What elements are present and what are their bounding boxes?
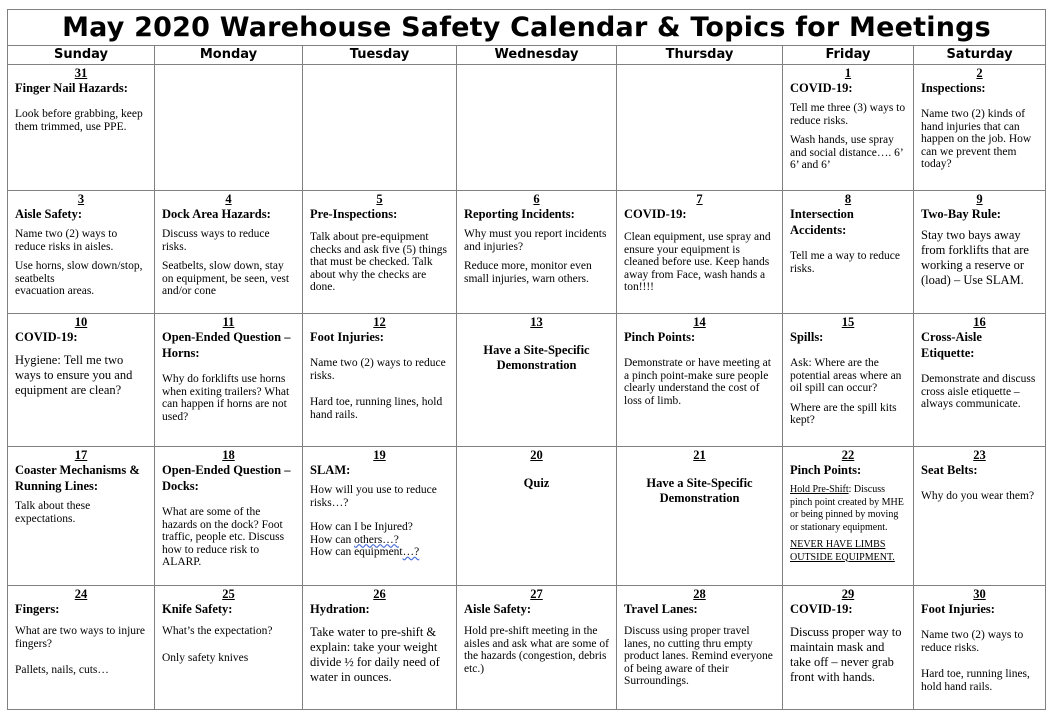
- day-topic: Hydration:: [310, 602, 370, 616]
- day-note: evacuation areas.: [15, 285, 95, 297]
- day-topic: Aisle Safety:: [464, 602, 531, 616]
- day-note: Use horns, slow down/stop, seatbelts: [15, 260, 143, 285]
- day-topic: Have a Site-Specific Demonstration: [483, 343, 590, 372]
- day-number: 10: [74, 315, 88, 329]
- day-topic: Foot Injuries:: [921, 602, 995, 616]
- day-topic: Seat Belts:: [921, 463, 978, 477]
- day-note: How will you use to reduce risks…?: [310, 484, 437, 509]
- day-cell-25: [155, 586, 303, 710]
- day-number: 13: [530, 315, 543, 329]
- day-note: Seatbelts, slow down, stay on equipment, be seen, vest and/or cone: [162, 260, 290, 297]
- day-note: Reduce more, monitor even small injuries, warn others.: [464, 260, 592, 285]
- day-cell-empty: [303, 65, 457, 191]
- day-topic: COVID-19:: [790, 81, 853, 95]
- day-number: 2: [976, 66, 983, 80]
- day-cell-7: [617, 191, 783, 314]
- day-cell-17: [8, 447, 155, 586]
- day-cell-empty: [155, 65, 303, 191]
- day-number: 31: [74, 66, 88, 80]
- day-cell-empty: [457, 65, 617, 191]
- day-note: Hard toe, running lines, hold hand rails.: [310, 396, 443, 421]
- day-topic: Pinch Points:: [624, 330, 696, 344]
- day-note: What’s the expectation?: [162, 625, 273, 637]
- day-number: 11: [222, 315, 235, 329]
- day-cell-27: [457, 586, 617, 710]
- day-topic: Open-Ended Question – Docks:: [162, 463, 291, 493]
- day-cell-3: [8, 191, 155, 314]
- day-note: Why do you wear them?: [921, 490, 1035, 502]
- day-number: 9: [976, 192, 983, 206]
- day-note: Stay two bays away from forklifts that are working a reserve or (load) – Use SLAM.: [921, 228, 1029, 287]
- day-topic: Aisle Safety:: [15, 207, 82, 221]
- day-cell-2: [914, 65, 1046, 191]
- day-topic: Have a Site-Specific Demonstration: [646, 476, 753, 505]
- weekday-header-row: [8, 46, 1046, 65]
- day-number: 16: [973, 315, 986, 329]
- day-topic: Cross-Aisle Etiquette:: [921, 330, 982, 360]
- day-number: 17: [74, 448, 88, 462]
- day-topic: COVID-19:: [624, 207, 687, 221]
- day-cell-12: [303, 314, 457, 447]
- day-number: 24: [74, 587, 88, 601]
- day-topic: Finger Nail Hazards:: [15, 81, 128, 95]
- day-topic: Quiz: [523, 476, 550, 490]
- day-number: 8: [844, 192, 852, 206]
- day-note: Take water to pre-shift & explain: take your weight divide ½ for daily need of water in ounces.: [310, 625, 440, 684]
- day-note: Why must you report incidents and injuries?: [464, 228, 607, 253]
- weekday-saturday: Saturday: [914, 46, 1046, 65]
- day-note: Discuss proper way to maintain mask and take off – never grab front with hands.: [790, 625, 902, 684]
- day-note: Name two (2) kinds of hand injuries that can happen on the job. How can we prevent them today?: [921, 108, 1032, 170]
- day-cell-19: [303, 447, 457, 586]
- day-cell-14: [617, 314, 783, 447]
- weekday-monday: Monday: [155, 46, 303, 65]
- day-note: Ask: Where are the potential areas where an oil spill can occur?: [790, 357, 902, 394]
- day-topic: Knife Safety:: [162, 602, 233, 616]
- day-number: 22: [841, 448, 855, 462]
- day-note: What are some of the hazards on the dock? Foot traffic, people etc. Discuss how to reduce risk to ALARP.: [162, 506, 285, 568]
- week-row: [8, 191, 1046, 314]
- day-note: Where are the spill kits kept?: [790, 401, 897, 426]
- day-cell-13: [457, 314, 617, 447]
- week-row: [8, 586, 1046, 710]
- day-topic: Travel Lanes:: [624, 602, 698, 616]
- day-number: 14: [693, 315, 706, 329]
- week-row: [8, 314, 1046, 447]
- day-topic: COVID-19:: [15, 330, 78, 344]
- day-topic: Spills:: [790, 330, 824, 344]
- day-cell-11: [155, 314, 303, 447]
- day-number: 29: [841, 587, 855, 601]
- day-note: Clean equipment, use spray and ensure your equipment is cleaned before use. Keep hands away from Face, wash hands a ton!!!!: [624, 231, 771, 293]
- day-cell-8: [783, 191, 914, 314]
- day-number: 15: [841, 315, 855, 329]
- day-topic: Open-Ended Question – Horns:: [162, 330, 291, 360]
- day-note: How can equipment…?: [310, 546, 420, 558]
- day-note: Talk about these expectations.: [15, 500, 91, 525]
- day-note: Wash hands, use spray and social distance…. 6’ 6’ and 6’: [790, 134, 903, 171]
- day-note: Hygiene: Tell me two ways to ensure you and equipment are clean?: [15, 353, 133, 397]
- day-cell-21: [617, 447, 783, 586]
- day-number: 26: [373, 587, 386, 601]
- day-number: 19: [373, 448, 386, 462]
- day-topic: Two-Bay Rule:: [921, 207, 1001, 221]
- day-note: Name two (2) ways to reduce risks.: [310, 357, 446, 382]
- day-cell-9: [914, 191, 1046, 314]
- spellcheck-marked-word: …?: [402, 546, 420, 558]
- day-cell-4: [155, 191, 303, 314]
- day-note: Demonstrate and discuss cross aisle etiquette – always communicate.: [921, 373, 1036, 410]
- day-topic: Dock Area Hazards:: [162, 207, 271, 221]
- day-note: Why do forklifts use horns when exiting trailers? What can happen if horns are not used?: [162, 373, 290, 423]
- day-cell-empty: [617, 65, 783, 191]
- day-topic: Fingers:: [15, 602, 60, 616]
- day-topic: Foot Injuries:: [310, 330, 384, 344]
- day-warning: NEVER HAVE LIMBS OUTSIDE EQUIPMENT.: [790, 539, 895, 563]
- weekday-tuesday: Tuesday: [303, 46, 457, 65]
- day-cell-30: [914, 586, 1046, 710]
- day-note: Discuss using proper travel lanes, no cutting thru empty product lanes. Remind everyone of being aware of their Surroundings.: [624, 625, 773, 687]
- day-note: Demonstrate or have meeting at a pinch point-make sure people clearly understand the cost of loss of limb.: [624, 357, 771, 407]
- day-cell-20: [457, 447, 617, 586]
- day-number: 18: [222, 448, 235, 462]
- day-topic: Reporting Incidents:: [464, 207, 575, 221]
- day-note: Hard toe, running lines, hold hand rails.: [921, 668, 1030, 693]
- day-note: Pallets, nails, cuts…: [15, 664, 109, 676]
- day-note: Hold Pre-Shift: Discuss pinch point created by MHE or being pinned by moving or stationary equipment.: [790, 484, 904, 533]
- day-note: Hold pre-shift meeting in the aisles and ask what are some of the hazards (congestion, debris etc.): [464, 625, 609, 675]
- day-note: Tell me three (3) ways to reduce risks.: [790, 102, 906, 127]
- day-cell-15: [783, 314, 914, 447]
- day-number: 12: [373, 315, 386, 329]
- day-topic: COVID-19:: [790, 602, 853, 616]
- weekday-friday: Friday: [783, 46, 914, 65]
- day-cell-31: [8, 65, 155, 191]
- spellcheck-marked-word: others: [354, 533, 383, 546]
- calendar-title: May 2020 Warehouse Safety Calendar & Topics for Meetings: [8, 10, 1046, 46]
- day-cell-26: [303, 586, 457, 710]
- day-note: How can others…?: [310, 533, 399, 546]
- weekday-thursday: Thursday: [617, 46, 783, 65]
- day-note: Name two (2) ways to reduce risks.: [921, 629, 1024, 654]
- weekday-wednesday: Wednesday: [457, 46, 617, 65]
- day-number: 21: [693, 448, 706, 462]
- day-cell-5: [303, 191, 457, 314]
- day-note: What are two ways to injure fingers?: [15, 625, 145, 650]
- day-note: Tell me a way to reduce risks.: [790, 250, 900, 275]
- day-note: Name two (2) ways to reduce risks in aisles.: [15, 228, 118, 253]
- week-row: [8, 447, 1046, 586]
- day-number: 7: [696, 192, 703, 206]
- day-cell-22: [783, 447, 914, 586]
- day-number: 23: [973, 448, 986, 462]
- weekday-sunday: Sunday: [8, 46, 155, 65]
- day-number: 28: [693, 587, 706, 601]
- day-cell-23: [914, 447, 1046, 586]
- day-cell-29: [783, 586, 914, 710]
- day-topic: SLAM:: [310, 463, 351, 477]
- safety-calendar: [7, 9, 1046, 710]
- day-cell-28: [617, 586, 783, 710]
- day-number: 30: [973, 587, 986, 601]
- day-cell-10: [8, 314, 155, 447]
- day-topic: Pinch Points:: [790, 463, 862, 477]
- day-topic: Pre-Inspections:: [310, 207, 398, 221]
- day-cell-6: [457, 191, 617, 314]
- week-row: [8, 65, 1046, 191]
- day-topic: Intersection Accidents:: [790, 207, 854, 237]
- day-number: 4: [225, 192, 232, 206]
- day-number: 6: [533, 192, 540, 206]
- day-note: Talk about pre-equipment checks and ask five (5) things that must be checked. Talk about why the checks are done.: [310, 231, 448, 293]
- day-number: 5: [376, 192, 383, 206]
- day-note: How can I be Injured?: [310, 521, 413, 533]
- day-note: Only safety knives: [162, 651, 249, 664]
- day-number: 25: [222, 587, 235, 601]
- day-number: 27: [530, 587, 543, 601]
- day-topic: Coaster Mechanisms & Running Lines:: [15, 463, 140, 493]
- day-cell-24: [8, 586, 155, 710]
- day-cell-1: [783, 65, 914, 191]
- day-topic: Inspections:: [921, 81, 986, 95]
- day-cell-18: [155, 447, 303, 586]
- day-number: 20: [530, 448, 543, 462]
- day-note: Discuss ways to reduce risks.: [162, 228, 270, 253]
- day-cell-16: [914, 314, 1046, 447]
- day-note: Look before grabbing, keep them trimmed, use PPE.: [15, 108, 143, 133]
- day-number: 1: [844, 66, 852, 80]
- day-number: 3: [77, 192, 85, 206]
